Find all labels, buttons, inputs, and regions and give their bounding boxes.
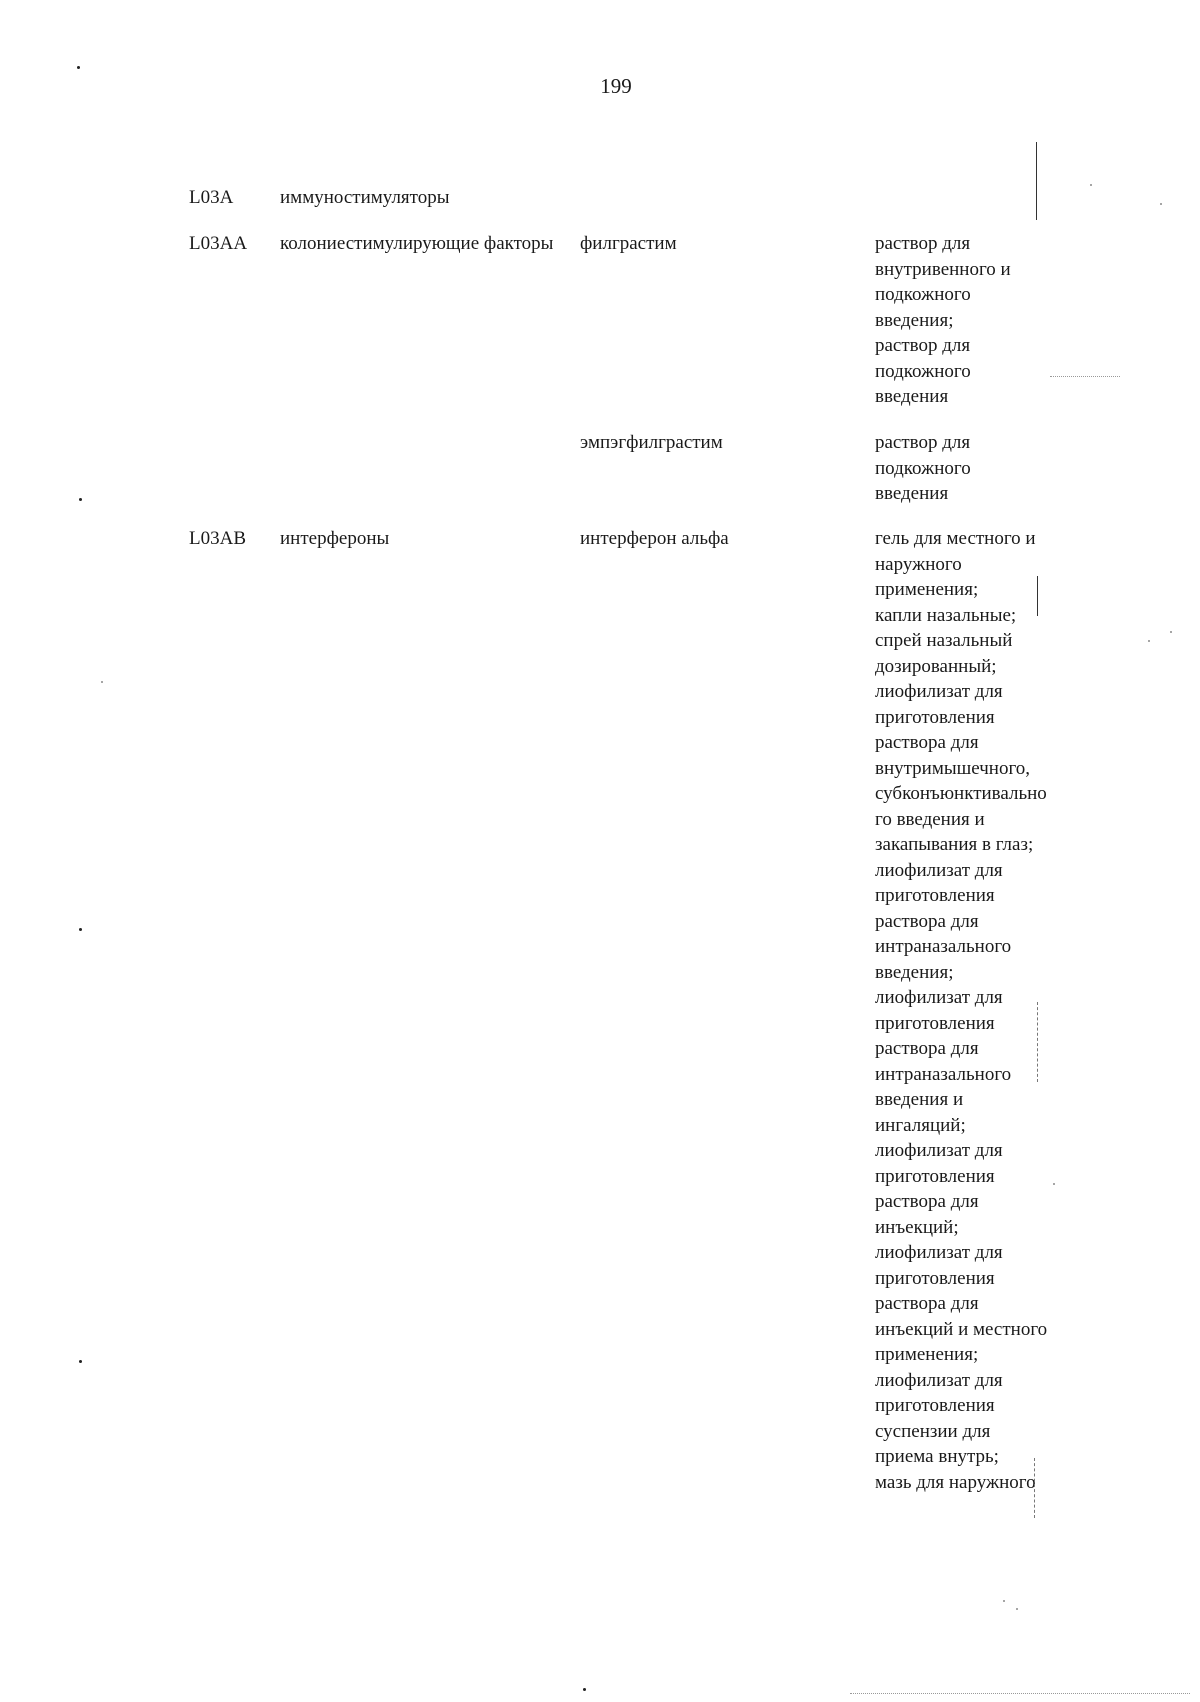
drug-name: эмпэгфилграстим: [580, 432, 723, 453]
scan-artifact-speck: [1170, 631, 1172, 633]
dosage-form-line: приема внутрь;: [875, 1446, 999, 1467]
dosage-form-line: приготовления: [875, 1267, 995, 1289]
dosage-form-line: лиофилизат для: [875, 1242, 1003, 1263]
dosage-forms: [875, 430, 1115, 507]
dosage-form-line: раствора для: [875, 1191, 979, 1212]
dosage-form-line: интраназального: [875, 936, 1012, 957]
dosage-form-line: раствора для: [875, 732, 979, 753]
dosage-form-line: инъекций и местного: [875, 1318, 1048, 1340]
dosage-form-line: лиофилизат для: [875, 859, 1003, 881]
dosage-form-line: суспензии для: [875, 1420, 991, 1442]
dosage-form-line: субконъюнктивально: [875, 783, 1047, 804]
dosage-form-line: раствора для: [875, 910, 979, 932]
dosage-form-line: введения;: [875, 309, 954, 331]
atc-group-name: колониестимулирующие факторы: [280, 233, 554, 254]
scan-artifact-speck: [79, 928, 82, 931]
dosage-form-line: приготовления: [875, 1165, 995, 1187]
scan-artifact-speck: [79, 1360, 82, 1363]
dosage-form-line: раствора для: [875, 1038, 979, 1059]
scan-artifact-speck: [1160, 203, 1162, 205]
scan-artifact-line: [1036, 142, 1037, 220]
dosage-form-line: го введения и: [875, 808, 985, 830]
dosage-forms: [875, 526, 1115, 1495]
scan-artifact-speck: [101, 681, 103, 683]
scan-artifact-speck: [1053, 1183, 1055, 1185]
scan-artifact-speck: [77, 66, 80, 69]
dosage-form-line: раствор для: [875, 335, 971, 356]
scan-artifact-speck: [1148, 640, 1150, 642]
dosage-form-line: применения;: [875, 1344, 979, 1365]
dosage-form-line: введения;: [875, 961, 954, 983]
dosage-form-line: наружного: [875, 553, 962, 575]
atc-group-name: интерфероны: [280, 528, 390, 549]
scan-artifact-line: [1037, 1002, 1039, 1082]
dosage-form-line: ингаляций;: [875, 1114, 966, 1136]
scan-artifact-speck: [1016, 1608, 1018, 1610]
dosage-form-line: применения;: [875, 579, 979, 600]
atc-code: L03A: [189, 187, 234, 208]
dosage-form-line: приготовления: [875, 706, 995, 728]
dosage-form-line: инъекций;: [875, 1216, 959, 1238]
dosage-form-line: введения и: [875, 1089, 964, 1110]
dosage-form-line: раствор для: [875, 432, 971, 453]
dosage-form-line: спрей назальный: [875, 630, 1013, 651]
scan-artifact-speck: [1090, 184, 1092, 186]
dosage-form-line: внутримышечного,: [875, 757, 1031, 779]
scan-artifact-line: [1034, 1458, 1036, 1518]
dosage-form-line: приготовления: [875, 1395, 995, 1416]
dosage-form-line: мазь для наружного: [875, 1471, 1036, 1493]
dosage-form-line: закапывания в глаз;: [875, 834, 1034, 855]
atc-code: L03AA: [189, 233, 248, 254]
drug-name: филграстим: [580, 233, 677, 254]
dosage-form-line: приготовления: [875, 885, 995, 906]
dosage-form-line: внутривенного и: [875, 258, 1011, 280]
dosage-form-line: раствора для: [875, 1293, 979, 1314]
scan-artifact-line: [1037, 576, 1038, 616]
atc-group-name: иммуностимуляторы: [280, 187, 450, 208]
dosage-form-line: лиофилизат для: [875, 1369, 1003, 1391]
dosage-form-line: подкожного: [875, 284, 971, 305]
dosage-form-line: капли назальные;: [875, 604, 1017, 626]
dosage-form-line: лиофилизат для: [875, 987, 1003, 1008]
dosage-forms: [875, 231, 1115, 410]
dosage-form-line: лиофилизат для: [875, 681, 1003, 702]
atc-code: L03AB: [189, 528, 246, 549]
page-number: 199: [600, 74, 632, 98]
drug-name: интерферон альфа: [580, 528, 729, 549]
scan-artifact-rule: [850, 1693, 1190, 1695]
dosage-form-line: подкожного: [875, 360, 971, 382]
scan-artifact-speck: [79, 498, 82, 501]
scan-artifact-rule: [1050, 376, 1120, 378]
dosage-form-line: лиофилизат для: [875, 1140, 1003, 1161]
dosage-form-line: подкожного: [875, 457, 971, 479]
dosage-form-line: приготовления: [875, 1012, 995, 1034]
dosage-form-line: введения: [875, 483, 949, 504]
scan-artifact-speck: [583, 1688, 586, 1691]
scan-artifact-speck: [1003, 1600, 1005, 1602]
dosage-form-line: гель для местного и: [875, 528, 1036, 549]
dosage-form-line: дозированный;: [875, 655, 997, 677]
dosage-form-line: раствор для: [875, 233, 971, 254]
dosage-form-line: введения: [875, 386, 949, 407]
dosage-form-line: интраназального: [875, 1063, 1012, 1085]
